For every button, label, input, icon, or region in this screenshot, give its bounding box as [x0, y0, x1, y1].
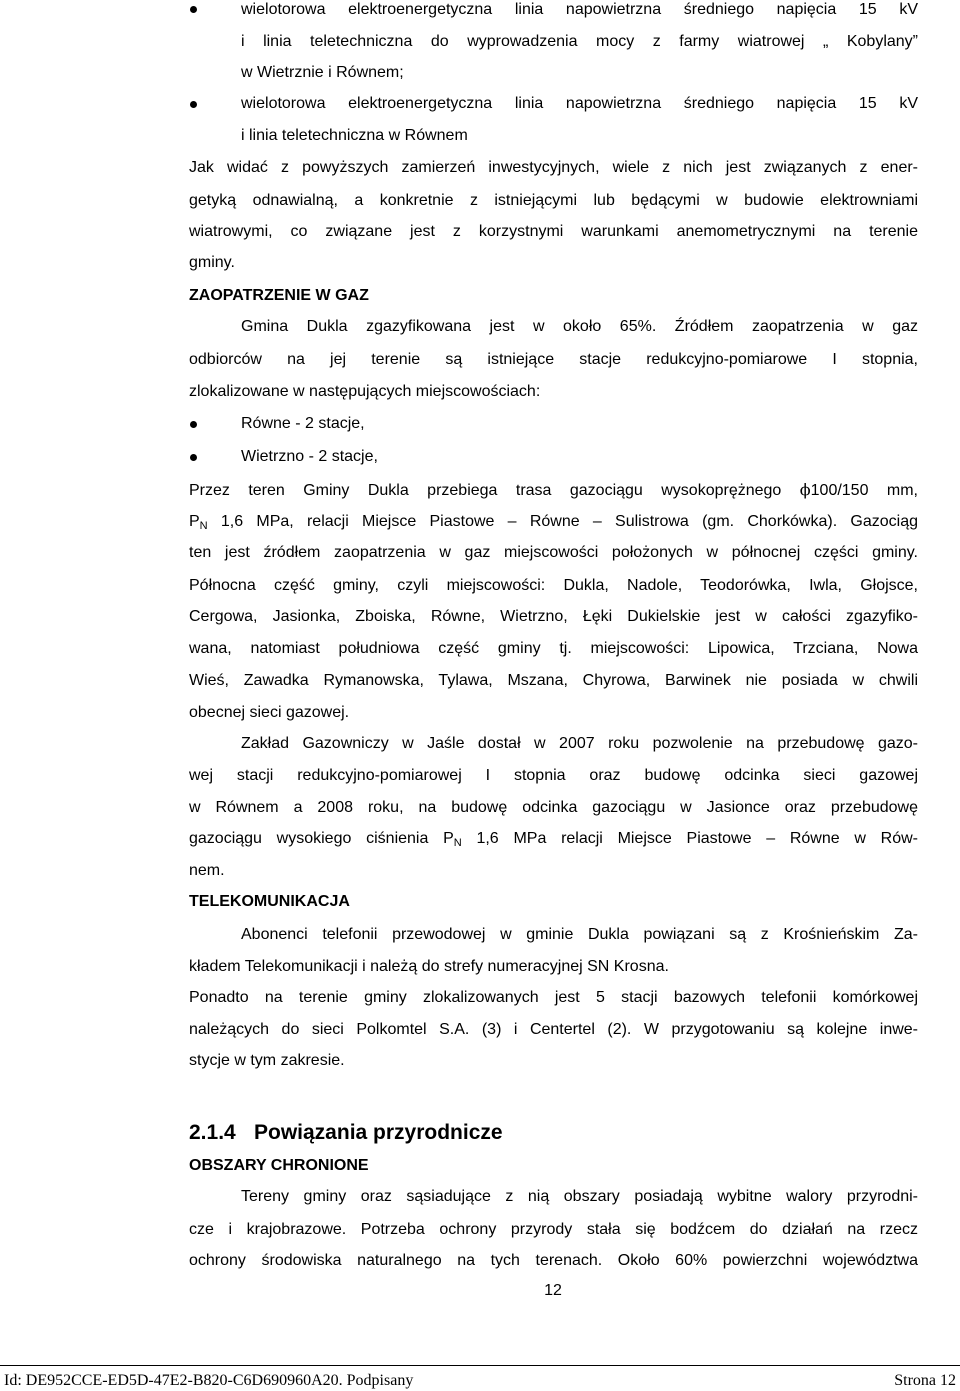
paragraph-line: odbiorców na jej terenie są istniejące stacje redukcyjno-pomiarowe I stopnia, [189, 351, 918, 368]
paragraph-line: obecnej sieci gazowej. [189, 704, 350, 721]
section-heading: OBSZARY CHRONIONE [189, 1157, 369, 1174]
bullet-icon [190, 101, 197, 108]
paragraph-line: gazociągu wysokiego ciśnienia $P_N$ 1,6 MPa relacji Miejsce Piastowe – Równe w Rów- [189, 830, 918, 849]
paragraph-line: Tereny gminy oraz sąsiadujące z nią obszary posiadają wybitne walory przyrodni- [241, 1188, 918, 1205]
section-title-text: Powiązania przyrodnicze [254, 1121, 503, 1144]
bullet-text: i linia teletechniczna do wyprowadzenia mocy z farmy wiatrowej „ Kobylany” [241, 33, 918, 50]
paragraph-line: nem. [189, 862, 225, 879]
paragraph-line: stycje w tym zakresie. [189, 1052, 345, 1069]
paragraph-line: ten jest źródłem zaopatrzenia w gaz miejscowości położonych w północnej części gminy. [189, 544, 918, 561]
paragraph-line: gminy. [189, 254, 235, 271]
footer-page-label: Strona 12 [894, 1372, 956, 1389]
footer-divider [0, 1365, 960, 1366]
paragraph-line: wana, natomiast południowa część gminy tj. miejscowości: Lipowica, Trzciana, Nowa [189, 640, 918, 657]
bullet-text: i linia teletechniczna w Równem [241, 127, 468, 144]
section-heading: ZAOPATRZENIE W GAZ [189, 287, 369, 304]
section-heading: TELEKOMUNIKACJA [189, 893, 350, 910]
paragraph-line: wiatrowymi, co związane jest z korzystnymi warunkami anemometrycznymi na terenie [189, 223, 918, 240]
paragraph-line: Przez teren Gminy Dukla przebiega trasa gazociągu wysokoprężnego ϕ100/150 mm, [189, 480, 918, 499]
bullet-icon [190, 421, 197, 428]
paragraph-line: Abonenci telefonii przewodowej w gminie Dukla powiązani są z Krośnieńskim Za- [241, 926, 918, 943]
paragraph-line: Ponadto na terenie gminy zlokalizowanych jest 5 stacji bazowych telefonii komórkowej [189, 989, 918, 1006]
bullet-text: Wietrzno - 2 stacje, [241, 448, 378, 465]
page-number: 12 [544, 1282, 562, 1299]
bullet-text: Równe - 2 stacje, [241, 415, 365, 432]
paragraph-line: Cergowa, Jasionka, Zboiska, Równe, Wietrzno, Łęki Dukielskie jest w całości zgazyfiko- [189, 608, 918, 625]
paragraph-line: $P_N$ 1,6 MPa, relacji Miejsce Piastowe – Równe – Sulistrowa (gm. Chorkówka). Gazociąg [189, 513, 918, 532]
bullet-text: w Wietrznie i Równem; [241, 64, 404, 81]
paragraph-line: w Równem a 2008 roku, na budowę odcinka gazociągu w Jasionce oraz przebudowę [189, 799, 918, 816]
phi-symbol: ϕ [799, 480, 811, 499]
paragraph-line: getyką odnawialną, a konkretnie z istniejącymi lub będącymi w budowie elektrowniami [189, 192, 918, 209]
paragraph-line: ochrony środowiska naturalnego na tych terenach. Około 60% powierzchni województwa [189, 1252, 918, 1269]
paragraph-line: Północna część gminy, czyli miejscowości: Dukla, Nadole, Teodorówka, Iwla, Głojsce, [189, 577, 918, 594]
paragraph-line: cze i krajobrazowe. Potrzeba ochrony przyrody stała się bodźcem do działań na rzecz [189, 1221, 918, 1238]
section-title [189, 1120, 918, 1146]
bullet-icon [190, 6, 197, 13]
paragraph-line: zlokalizowane w następujących miejscowościach: [189, 383, 541, 400]
footer-document-id: Id: DE952CCE-ED5D-47E2-B820-C6D690960A20. Podpisany [4, 1372, 414, 1389]
section-number: 2.1.4 [189, 1121, 236, 1144]
bullet-text: wielotorowa elektroenergetyczna linia napowietrzna średniego napięcia 15 kV [241, 1, 918, 18]
paragraph-line: Gmina Dukla zgazyfikowana jest w około 65%. Źródłem zaopatrzenia w gaz [241, 318, 918, 335]
paragraph-line: Jak widać z powyższych zamierzeń inwestycyjnych, wiele z nich jest związanych z ener- [189, 159, 918, 176]
bullet-text: wielotorowa elektroenergetyczna linia napowietrzna średniego napięcia 15 kV [241, 95, 918, 112]
paragraph-line: Wieś, Zawadka Rymanowska, Tylawa, Mszana, Chyrowa, Barwinek nie posiada w chwili [189, 672, 918, 689]
paragraph-line: kładem Telekomunikacji i należą do strefy numeracyjnej SN Krosna. [189, 958, 669, 975]
bullet-icon [190, 454, 197, 461]
paragraph-line: wej stacji redukcyjno-pomiarowej I stopnia oraz budowę odcinka sieci gazowej [189, 767, 918, 784]
paragraph-line: należących do sieci Polkomtel S.A. (3) i Centertel (2). W przygotowaniu są kolejne inwe- [189, 1021, 918, 1038]
paragraph-line: Zakład Gazowniczy w Jaśle dostał w 2007 roku pozwolenie na przebudowę gazo- [241, 735, 918, 752]
